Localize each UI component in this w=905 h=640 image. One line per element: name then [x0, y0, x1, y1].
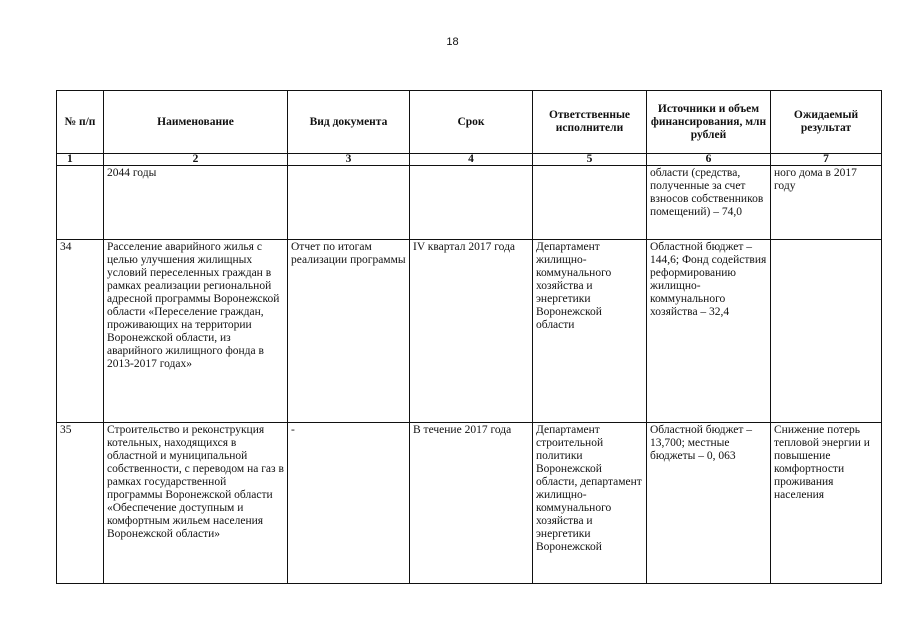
- column-number: 7: [771, 154, 882, 166]
- table-row: [57, 166, 882, 240]
- header-result: Ожидаемый результат: [771, 91, 882, 154]
- cell-funding: области (средства, полученные за счет взносов собственников помещений) – 74,0: [647, 166, 771, 240]
- cell-doc-type: -: [288, 423, 410, 584]
- table-row: [57, 240, 882, 423]
- header-term: Срок: [410, 91, 533, 154]
- cell-result: [771, 240, 882, 423]
- cell-term: [410, 166, 533, 240]
- column-number: 1: [57, 154, 104, 166]
- table-row: [57, 423, 882, 584]
- header-funding: Источники и объем финансирования, млн рублей: [647, 91, 771, 154]
- cell-funding: Областной бюджет – 13,700; местные бюджеты – 0, 063: [647, 423, 771, 584]
- cell-executors: Департамент строительной политики Воронежской области, департамент жилищно-коммунального хозяйства и энергетики Воронежской: [533, 423, 647, 584]
- header-doc-type: Вид документа: [288, 91, 410, 154]
- cell-term: В течение 2017 года: [410, 423, 533, 584]
- cell-executors: [533, 166, 647, 240]
- column-numbers-row: [57, 154, 882, 166]
- header-row: [57, 91, 882, 154]
- cell-term: IV квартал 2017 года: [410, 240, 533, 423]
- cell-funding: Областной бюджет – 144,6; Фонд содействия реформированию жилищно-коммунального хозяйства – 32,4: [647, 240, 771, 423]
- page-number: 18: [446, 36, 459, 48]
- cell-result: ного дома в 2017 году: [771, 166, 882, 240]
- cell-num: 34: [57, 240, 104, 423]
- header-name: Наименование: [104, 91, 288, 154]
- cell-name: 2044 годы: [104, 166, 288, 240]
- cell-doc-type: Отчет по итогам реализации программы: [288, 240, 410, 423]
- cell-executors: Департамент жилищно-коммунального хозяйства и энергетики Воронежской области: [533, 240, 647, 423]
- header-num: № п/п: [57, 91, 104, 154]
- cell-num: 35: [57, 423, 104, 584]
- cell-result: Снижение потерь тепловой энергии и повышение комфортности проживания населения: [771, 423, 882, 584]
- header-executors: Ответственные исполнители: [533, 91, 647, 154]
- column-number: 4: [410, 154, 533, 166]
- column-number: 3: [288, 154, 410, 166]
- cell-name: Расселение аварийного жилья с целью улучшения жилищных условий переселенных граждан в рамках реализации региональной адресной программы Воронежской области «Переселение граждан, проживающих на территории Воронежской области, из аварийного жилищного фонда в 2013-2017 годах»: [104, 240, 288, 423]
- cell-doc-type: [288, 166, 410, 240]
- column-number: 2: [104, 154, 288, 166]
- column-number: 6: [647, 154, 771, 166]
- cell-name: Строительство и реконструкция котельных, находящихся в областной и муниципальной собственности, с переводом на газ в рамках государственной программы Воронежской области «Обеспечение доступным и комфортным жильем населения Воронежской области»: [104, 423, 288, 584]
- column-number: 5: [533, 154, 647, 166]
- plan-table: [56, 90, 882, 584]
- cell-num: [57, 166, 104, 240]
